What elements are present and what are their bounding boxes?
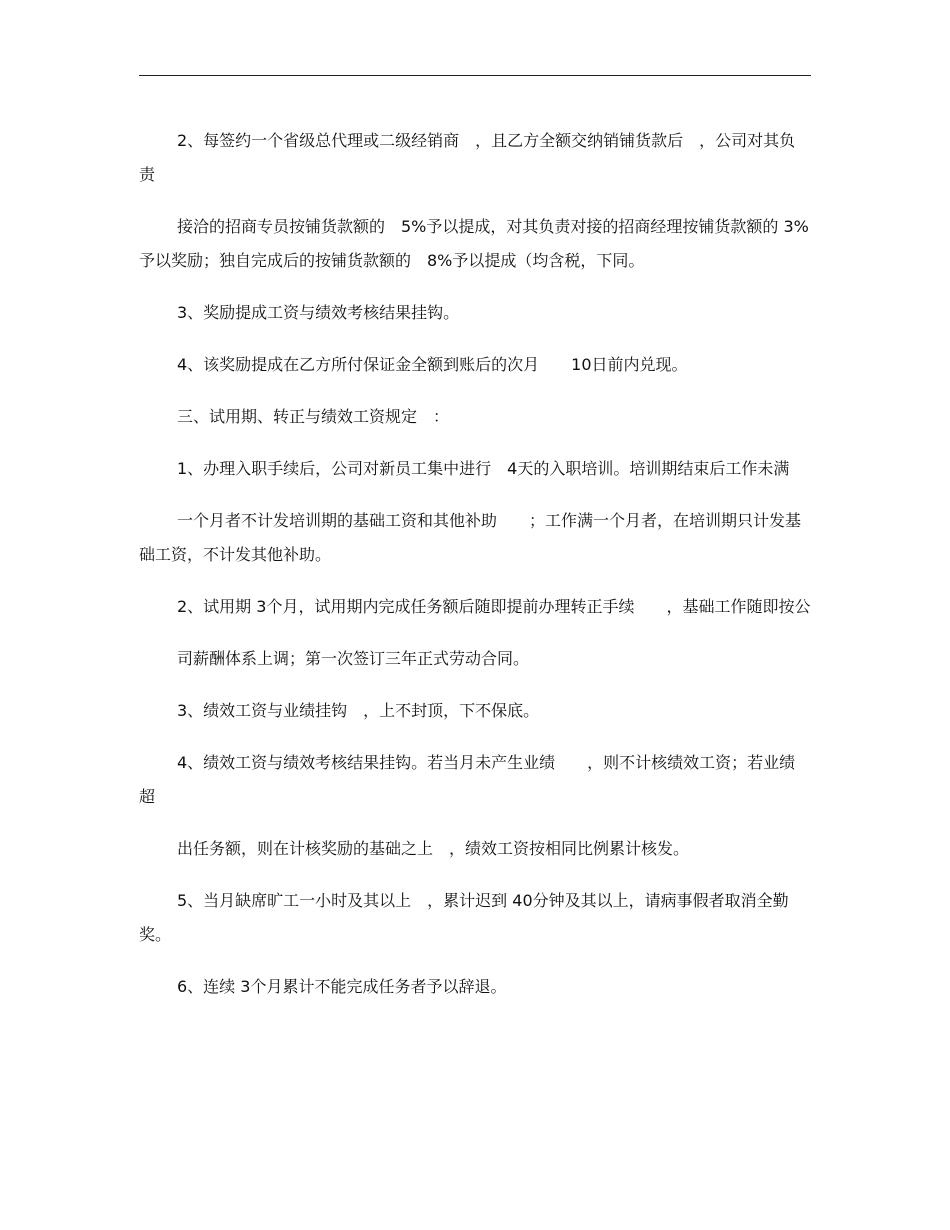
document-body [139, 124, 811, 1022]
paragraph-13: 5、当月缺席旷工一小时及其以上 ，累计迟到 40分钟及其以上，请病事假者取消全勤奖。 [139, 891, 789, 944]
paragraph-6: 1、办理入职手续后，公司对新员工集中进行 4天的入职培训。培训期结束后工作未满 [177, 459, 790, 478]
paragraph-1: 2、每签约一个省级总代理或二级经销商 ，且乙方全额交纳销铺货款后 ，公司对其负责 [139, 131, 796, 184]
paragraph-4: 4、该奖励提成在乙方所付保证金全额到账后的次月 10日前内兑现。 [177, 355, 688, 374]
section-heading: 三、试用期、转正与绩效工资规定 ： [177, 407, 450, 426]
paragraph-11: 4、绩效工资与绩效考核结果挂钩。若当月未产生业绩 ，则不计核绩效工资；若业绩超 [139, 753, 796, 806]
paragraph-8: 2、试用期 3个月，试用期内完成任务额后随即提前办理转正手续 ，基础工作随即按公 [177, 597, 811, 616]
paragraph-2: 接洽的招商专员按铺货款额的 5%予以提成，对其负责对接的招商经理按铺货款额的 3%予以奖励；独自完成后的按铺货款额的 8%予以提成（均含税，下同。 [139, 217, 809, 270]
paragraph-12: 出任务额，则在计核奖励的基础之上 ，绩效工资按相同比例累计核发。 [177, 839, 690, 858]
paragraph-7: 一个月者不计发培训期的基础工资和其他补助 ；工作满一个月者，在培训期只计发基础工资，不计发其他补助。 [139, 511, 802, 564]
header-rule [139, 75, 811, 76]
paragraph-9: 司薪酬体系上调；第一次签订三年正式劳动合同。 [177, 649, 530, 668]
paragraph-10: 3、绩效工资与业绩挂钩 ，上不封顶，下不保底。 [177, 701, 540, 720]
paragraph-14: 6、连续 3个月累计不能完成任务者予以辞退。 [177, 977, 507, 996]
paragraph-3: 3、奖励提成工资与绩效考核结果挂钩。 [177, 303, 460, 322]
